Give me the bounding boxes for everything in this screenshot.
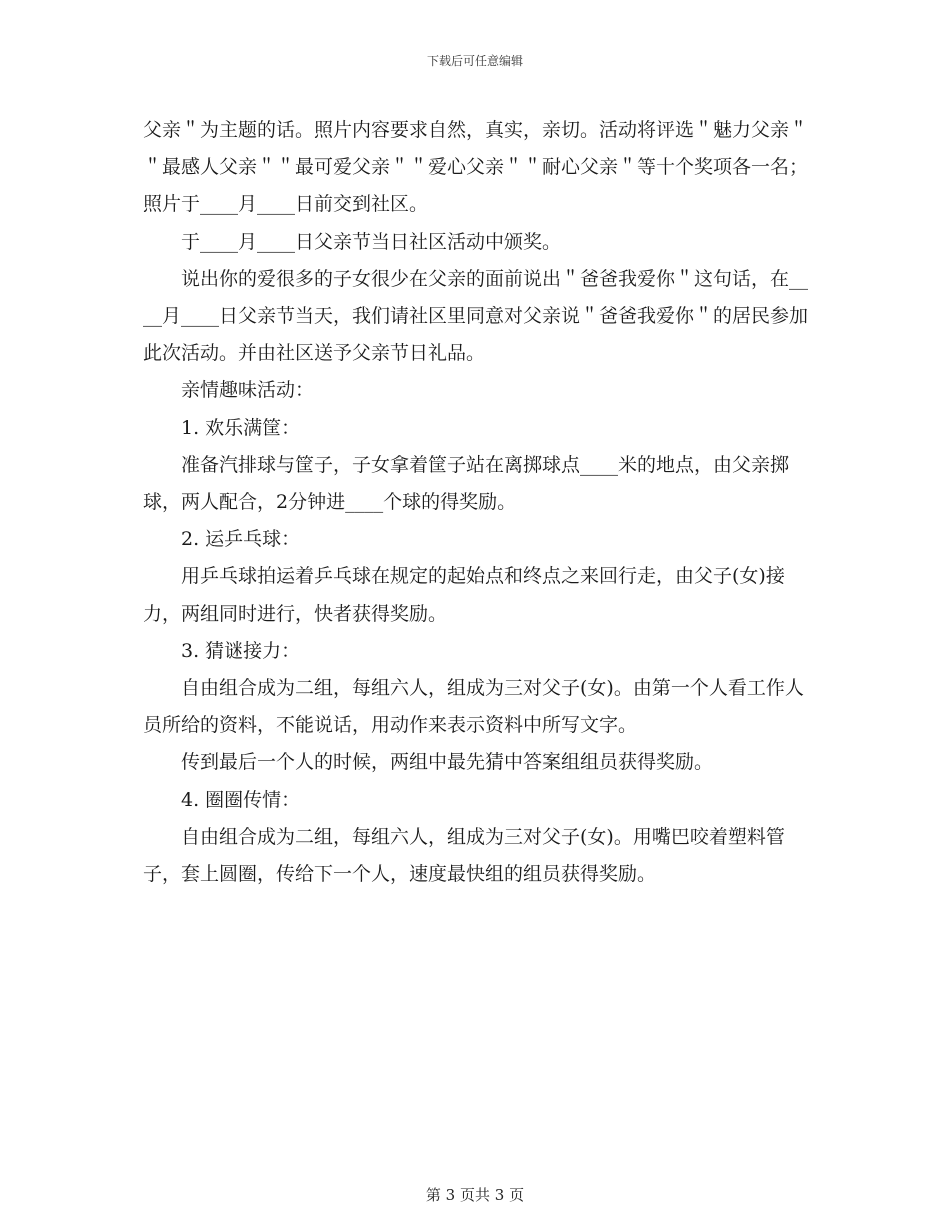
- paragraph-3: 说出你的爱很多的子女很少在父亲的面前说出＂爸爸我爱你＂这句话，在____月____日父亲节当天，我们请社区里同意对父亲说＂爸爸我爱你＂的居民参加此次活动。并由社区送予父亲节日礼品。: [143, 267, 809, 365]
- paragraph-2: 于____月____日父亲节当日社区活动中颁奖。: [181, 230, 562, 253]
- document-body: [143, 112, 813, 893]
- activity-1-description: 准备汽排球与筐子，子女拿着筐子站在离掷球点____米的地点，由父亲掷球，两人配合，2分钟进____个球的得奖励。: [143, 453, 790, 514]
- activity-3-description: 自由组合成为二组，每组六人，组成为三对父子(女)。由第一个人看工作人员所给的资料，不能说话，用动作来表示资料中所写文字。: [143, 677, 804, 737]
- activity-2-description: 用乒乓球拍运着乒乓球在规定的起始点和终点之来回行走，由父子(女)接力，两组同时进行，快者获得奖励。: [143, 565, 785, 625]
- activity-4-title: 4. 圈圈传情：: [181, 788, 301, 811]
- page-footer: 第 3 页共 3 页: [425, 1186, 525, 1204]
- activity-4-description: 自由组合成为二组，每组六人，组成为三对父子(女)。用嘴巴咬着塑料管子，套上圆圈，传给下一个人，速度最快组的组员获得奖励。: [143, 825, 785, 886]
- section-heading: 亲情趣味活动：: [181, 379, 315, 402]
- activity-3-description-continued: 传到最后一个人的时候，两组中最先猜中答案组组员获得奖励。: [181, 751, 714, 774]
- activity-2-title: 2. 运乒乓球：: [181, 528, 301, 551]
- paragraph-1: 父亲＂为主题的话。照片内容要求自然，真实，亲切。活动将评选＂魅力父亲＂＂最感人父亲＂＂最可爱父亲＂＂爱心父亲＂＂耐心父亲＂等十个奖项各一名；照片于____月____日前交到社区。: [143, 119, 809, 216]
- activity-3-title: 3. 猜谜接力：: [181, 639, 301, 662]
- page-header: 下载后可任意编辑: [426, 54, 523, 68]
- activity-1-title: 1. 欢乐满筐：: [181, 416, 301, 439]
